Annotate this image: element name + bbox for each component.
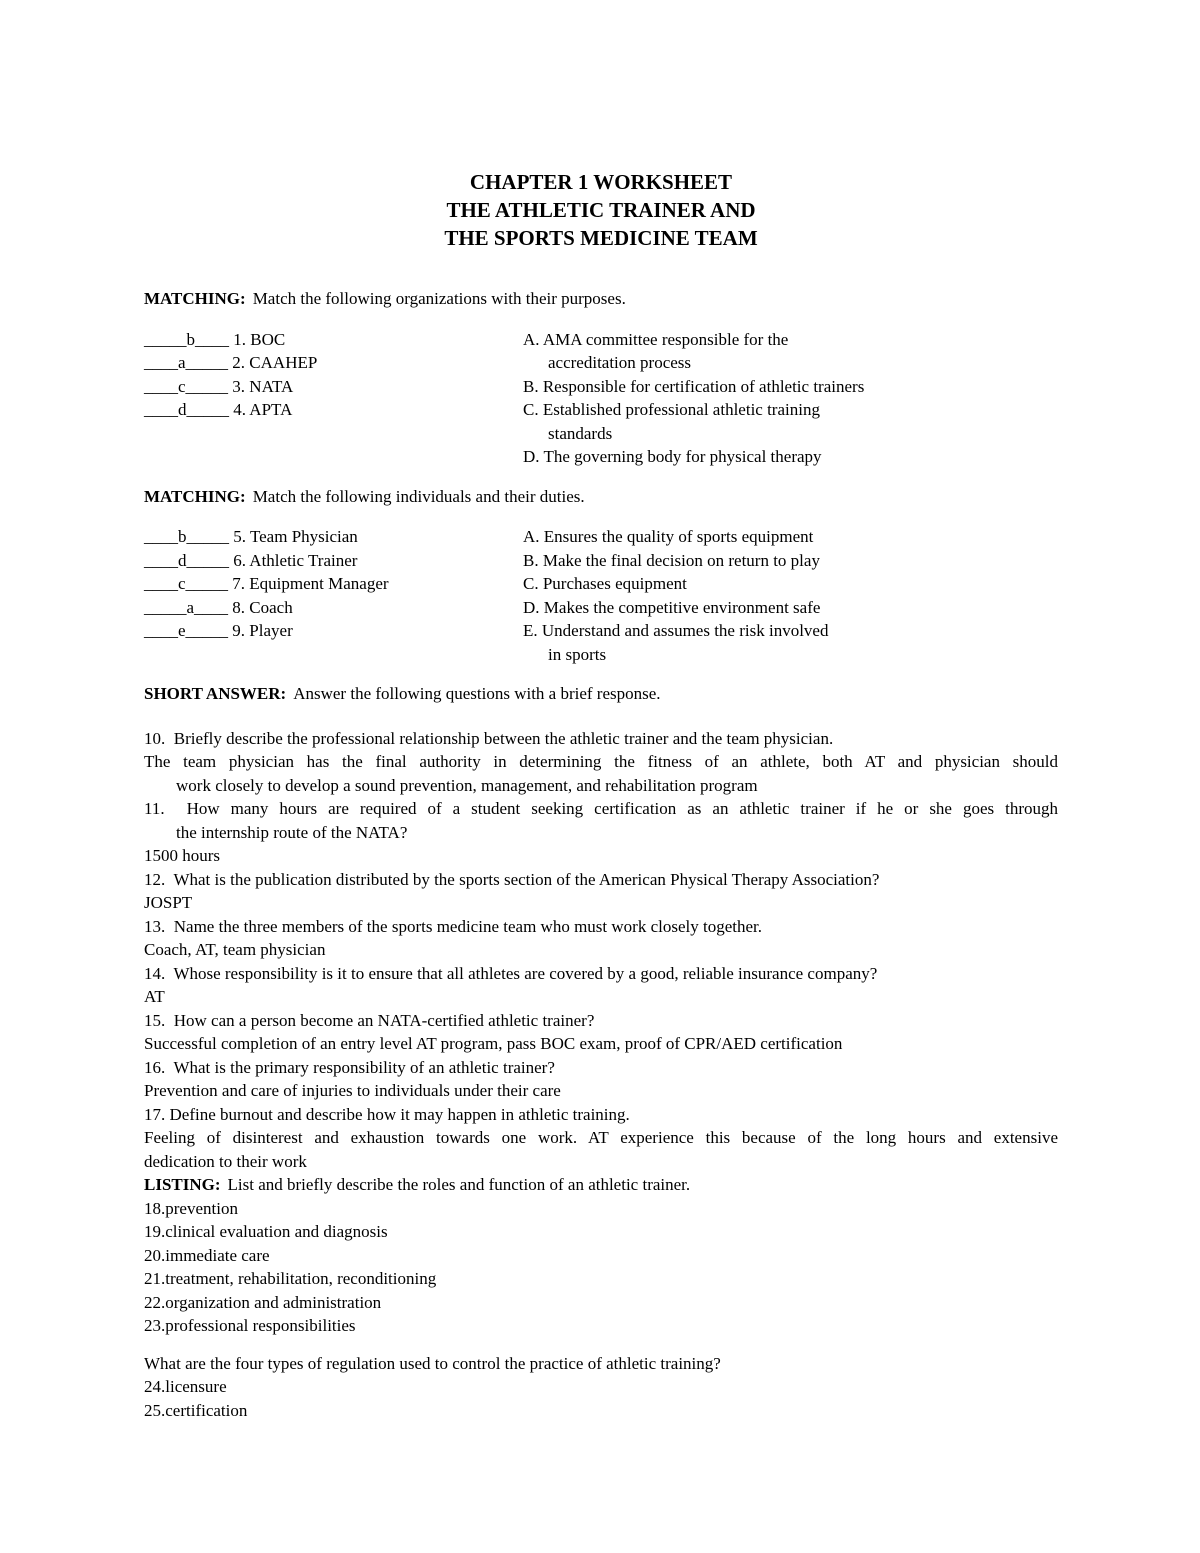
matching-item: ____e_____ 9. Player [144,621,293,640]
answer-line: Successful completion of an entry level AT program, pass BOC exam, proof of CPR/AED certification [144,1034,843,1053]
matching-orgs-heading [144,287,1058,311]
answer-line: Feeling of disinterest and exhaustion towards one work. AT experience this because of the long hours and extensive [144,1128,1058,1147]
matching-item: ____b_____ 5. Team Physician [144,527,358,546]
title-line-1: CHAPTER 1 WORKSHEET [469,170,733,194]
matching-orgs-options [523,328,1058,469]
matching-option: C. Purchases equipment [523,574,687,593]
answer-line: JOSPT [144,893,193,912]
question-line: 17. Define burnout and describe how it may happen in athletic training. [144,1104,630,1124]
matching-option: D. Makes the competitive environment safe [523,597,821,617]
answer-continuation: dedication to their work [144,1151,307,1171]
listing-item: 19.clinical evaluation and diagnosis [144,1222,388,1241]
question-line: 14. Whose responsibility is it to ensure that all athletes are covered by a good, reliable insurance company? [144,963,878,983]
matching-duties-heading-label: MATCHING: [144,486,246,506]
matching-duties-heading [144,485,1058,509]
question-line: 10. Briefly describe the professional relationship between the athletic trainer and the team physician. [144,728,834,748]
listing-item: 21.treatment, rehabilitation, reconditioning [144,1269,437,1288]
question-line: 16. What is the primary responsibility of an athletic trainer? [144,1057,555,1077]
listing-item: 20.immediate care [144,1245,270,1265]
question-line: 15. How can a person become an NATA-certified athletic trainer? [144,1010,595,1030]
title-line-3: THE SPORTS MEDICINE TEAM [444,226,758,250]
matching-item: ____c_____ 3. NATA [144,376,294,396]
answer-line: AT [144,987,165,1006]
matching-item: _____b____ 1. BOC [144,329,286,349]
short-answer-section [144,727,1058,1174]
regulation-item: 24.licensure [144,1377,227,1396]
short-answer-instruction: Answer the following questions with a brief response. [293,684,661,703]
question-line: 13. Name the three members of the sports medicine team who must work closely together. [144,916,762,936]
listing-instruction: List and briefly describe the roles and function of an athletic trainer. [227,1175,691,1194]
matching-orgs-items [144,328,523,422]
matching-orgs-table [144,328,1058,469]
matching-option-continuation: in sports [548,644,607,664]
regulation-item: 25.certification [144,1400,248,1420]
matching-item: ____d_____ 4. APTA [144,400,293,419]
matching-option: A. AMA committee responsible for the [523,329,789,349]
listing-item: 23.professional responsibilities [144,1316,356,1335]
answer-line: Prevention and care of injuries to individuals under their care [144,1081,561,1100]
matching-item: ____a_____ 2. CAAHEP [144,353,318,372]
matching-item: ____c_____ 7. Equipment Manager [144,574,389,593]
matching-option-continuation: accreditation process [548,353,692,372]
matching-orgs-heading-label: MATCHING: [144,289,246,308]
short-answer-heading-label: SHORT ANSWER: [144,684,287,703]
answer-line: Coach, AT, team physician [144,940,326,959]
matching-option: B. Make the final decision on return to play [523,550,820,570]
matching-option: B. Responsible for certification of athletic trainers [523,376,865,396]
matching-option: E. Understand and assumes the risk involved [523,621,829,640]
matching-duties-instruction: Match the following individuals and their duties. [252,486,585,506]
answer-continuation: work closely to develop a sound prevention, management, and rehabilitation program [176,775,758,795]
listing-heading-label: LISTING: [144,1175,221,1194]
matching-item: ____d_____ 6. Athletic Trainer [144,550,358,570]
matching-orgs-instruction: Match the following organizations with their purposes. [252,289,626,308]
matching-option: C. Established professional athletic training [523,400,820,419]
regulation-section [144,1352,1058,1423]
question-continuation: the internship route of the NATA? [176,822,408,842]
listing-item: 18.prevention [144,1198,238,1218]
short-answer-heading [144,682,1058,706]
matching-duties-options [523,525,1058,666]
matching-item: _____a____ 8. Coach [144,597,293,617]
listing-heading [144,1173,1058,1197]
matching-option-continuation: standards [548,423,613,443]
question-line: 11. How many hours are required of a student seeking certification as an athletic trainer if he or she goes through [144,799,1058,818]
answer-line: 1500 hours [144,846,221,865]
matching-option: A. Ensures the quality of sports equipment [523,527,814,546]
answer-line: The team physician has the final authority in determining the fitness of an athlete, both AT and physician should [144,752,1058,771]
matching-option: D. The governing body for physical therapy [523,447,822,466]
matching-duties-items [144,525,523,643]
matching-duties-table [144,525,1058,666]
title-line-2: THE ATHLETIC TRAINER AND [446,198,756,222]
worksheet-title [144,168,1058,252]
question-line: 12. What is the publication distributed by the sports section of the American Physical Therapy Association? [144,869,880,889]
regulation-question: What are the four types of regulation used to control the practice of athletic training? [144,1353,721,1373]
listing-item: 22.organization and administration [144,1292,382,1312]
listing-section [144,1197,1058,1338]
